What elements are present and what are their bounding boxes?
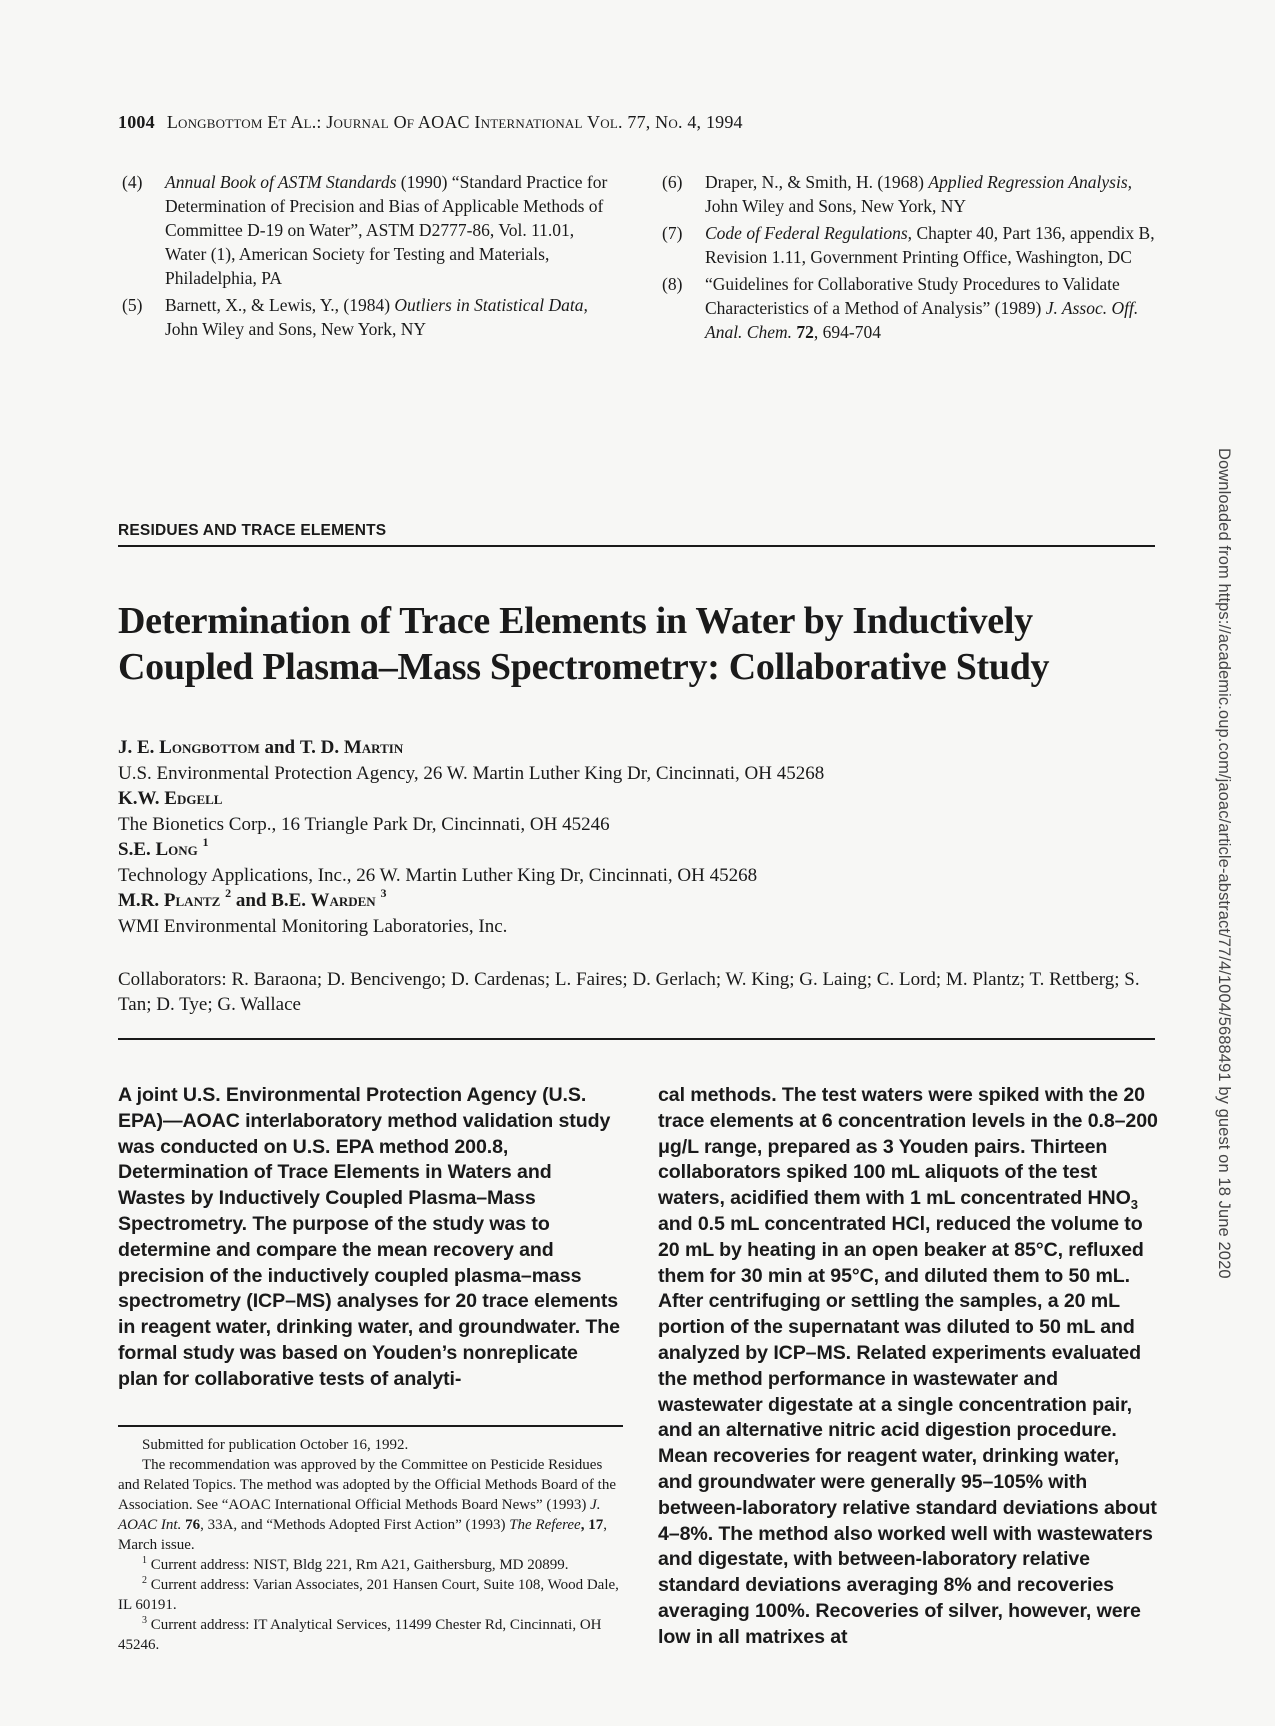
article-title bbox=[118, 598, 1158, 690]
footnote-marker: 2 bbox=[225, 885, 232, 900]
footnote-marker: 3 bbox=[142, 1615, 147, 1626]
reference-number: (8) bbox=[662, 274, 683, 294]
abstract-left-column: A joint U.S. Environmental Protection Agency (U.S. EPA)—AOAC interlaboratory method validation study was conducted on U.S. EPA method 200.8, Determination of Trace Elements in Waters and Wastes by Inductively Coupled Plasma–Mass Spectrometry. The purpose of the study was to determine and compare the mean recovery and precision of the inductively coupled plasma–mass spectrometry (ICP–MS) analyses for 20 trace elements in reagent water, drinking water, and groundwater. The formal study was based on Youden’s nonreplicate plan for collaborative tests of analyti- bbox=[118, 1084, 620, 1390]
reference-item bbox=[662, 272, 1162, 344]
references-left-column bbox=[122, 170, 612, 344]
journal-name: The Referee bbox=[509, 1517, 581, 1533]
author-name: J. E. Longbottom bbox=[118, 737, 260, 758]
footnote-2 bbox=[118, 1575, 623, 1615]
footnote-text: , March issue. bbox=[118, 1517, 607, 1553]
author-name: B.E. Warden bbox=[271, 890, 376, 911]
reference-authors: Barnett, X., & Lewis, Y., (1984) bbox=[165, 295, 395, 315]
author-line bbox=[118, 786, 1118, 812]
reference-number: (6) bbox=[662, 172, 683, 192]
footnote-1 bbox=[118, 1555, 623, 1575]
reference-item bbox=[662, 170, 1162, 218]
affiliation: The Bionetics Corp., 16 Triangle Park Dr, Cincinnati, OH 45246 bbox=[118, 813, 610, 835]
author-line bbox=[118, 834, 1118, 863]
footnote-text: Current address: IT Analytical Services, 11499 Chester Rd, Cincinnati, OH 45246. bbox=[118, 1617, 602, 1653]
reference-title: Applied Regression Analysis, bbox=[928, 172, 1133, 192]
reference-text: Chapter 40, Part 136, appendix B, Revision 1.11, Government Printing Office, Washington, DC bbox=[705, 223, 1155, 267]
reference-authors: “Guidelines for Collaborative Study Procedures to Validate Characteristics of a Method of Analysis” (1989) bbox=[705, 274, 1120, 318]
footnotes bbox=[118, 1435, 623, 1655]
collaborators: Collaborators: R. Baraona; D. Bencivengo; D. Cardenas; L. Faires; D. Gerlach; W. King; G. Laing; C. Lord; M. Plantz; T. Rettberg; S. Tan; D. Tye; G. Wallace bbox=[118, 969, 1140, 1015]
reference-title: Outliers in Statistical Data, bbox=[394, 295, 588, 315]
volume: , 17 bbox=[580, 1517, 604, 1533]
footnote-text: Current address: Varian Associates, 201 Hansen Court, Suite 108, Wood Dale, IL 60191. bbox=[118, 1577, 619, 1613]
author-conjunction: and bbox=[231, 890, 272, 911]
running-head-text: Longbottom Et Al.: Journal Of AOAC International Vol. 77, No. 4, 1994 bbox=[166, 112, 743, 132]
title-line: Coupled Plasma–Mass Spectrometry: Collaborative Study bbox=[118, 646, 1050, 688]
references-right-column bbox=[662, 170, 1162, 347]
author-conjunction: and bbox=[259, 737, 300, 758]
footnote-recommendation bbox=[118, 1455, 623, 1555]
footnote-marker: 1 bbox=[142, 1555, 147, 1566]
reference-text: , 694-704 bbox=[813, 322, 881, 342]
reference-item bbox=[662, 221, 1162, 269]
abstract-right-column bbox=[658, 1083, 1158, 1651]
author-name: S.E. Long bbox=[118, 839, 198, 860]
reference-title: Code of Federal Regulations, bbox=[705, 223, 913, 243]
reference-text: (1990) “Standard Practice for Determination of Precision and Bias of Applicable Methods of Committee D-19 on Water”, ASTM D2777-86, Vol. 11.01, Water (1), American Society for Testing and Materials, Philadelphia, PA bbox=[165, 172, 608, 288]
header-divider bbox=[118, 1038, 1155, 1040]
footnote-marker: 3 bbox=[380, 885, 387, 900]
abstract-text: cal methods. The test waters were spiked with the 20 trace elements at 6 concentration levels in the 0.8–200 μg/L range, prepared as 3 Youden pairs. Thirteen collaborators spiked 100 mL aliquots of the test waters, acidified them with 1 mL concentrated HNO bbox=[658, 1084, 1158, 1210]
footnote-marker: 2 bbox=[142, 1575, 147, 1586]
reference-number: (5) bbox=[122, 295, 143, 315]
running-head bbox=[118, 112, 743, 133]
reference-authors: Draper, N., & Smith, H. (1968) bbox=[705, 172, 929, 192]
affiliation: Technology Applications, Inc., 26 W. Martin Luther King Dr, Cincinnati, OH 45268 bbox=[118, 864, 758, 886]
reference-number: (7) bbox=[662, 223, 683, 243]
author-line bbox=[118, 735, 1118, 761]
reference-journal: J. Assoc. Off. Anal. Chem. bbox=[705, 298, 1139, 342]
footnote-submitted: Submitted for publication October 16, 1992. bbox=[142, 1437, 409, 1453]
reference-volume: 72 bbox=[792, 322, 814, 342]
title-line: Determination of Trace Elements in Water by Inductively bbox=[118, 600, 1033, 642]
footnote-divider bbox=[118, 1425, 623, 1427]
footnote-text: , 33A, and “Methods Adopted First Action” (1993) bbox=[200, 1517, 510, 1533]
author-name: T. D. Martin bbox=[299, 737, 404, 758]
footnote-text: The recommendation was approved by the Committee on Pesticide Residues and Related Topics. The method was adopted by the Official Methods Board of the Association. See “AOAC International Official Methods Board News” (1993) bbox=[118, 1457, 617, 1513]
affiliation: WMI Environmental Monitoring Laboratories, Inc. bbox=[118, 915, 508, 937]
reference-title: Annual Book of ASTM Standards bbox=[165, 172, 397, 192]
footnote-marker: 1 bbox=[202, 834, 209, 849]
journal-name: J. AOAC Int. bbox=[118, 1497, 601, 1533]
affiliation: U.S. Environmental Protection Agency, 26 W. Martin Luther King Dr, Cincinnati, OH 45268 bbox=[118, 762, 825, 784]
volume: 76 bbox=[181, 1517, 201, 1533]
reference-number: (4) bbox=[122, 172, 143, 192]
author-block bbox=[118, 735, 1118, 939]
author-name: M.R. Plantz bbox=[118, 890, 221, 911]
reference-item bbox=[122, 293, 612, 341]
download-watermark: Downloaded from https://academic.oup.com/jaoac/article-abstract/77/4/1004/5688491 by guest on 18 June 2020 bbox=[1215, 448, 1233, 1279]
footnote-text: Current address: NIST, Bldg 221, Rm A21, Gaithersburg, MD 20899. bbox=[147, 1557, 569, 1573]
reference-text: John Wiley and Sons, New York, NY bbox=[165, 319, 426, 339]
author-name: K.W. Edgell bbox=[118, 788, 223, 809]
page-number: 1004 bbox=[118, 112, 155, 132]
section-label: RESIDUES AND TRACE ELEMENTS bbox=[118, 522, 387, 539]
reference-item bbox=[122, 170, 612, 290]
abstract-text: and 0.5 mL concentrated HCl, reduced the volume to 20 mL by heating in an open beaker at 85°C, refluxed them for 30 min at 95°C, and diluted them to 50 mL. After centrifuging or settling the samples, a 20 mL portion of the supernatant was diluted to 50 mL and analyzed by ICP–MS. Related experiments evaluated the method performance in wastewater and wastewater digestate at a single concentration pair, and an alternative nitric acid digestion procedure. Mean recoveries for reagent water, drinking water, and groundwater were generally 95–105% with between-laboratory relative standard deviations about 4–8%. The method also worked well with wastewaters and digestate, with between-laboratory relative standard deviations averaging 8% and recoveries averaging 100%. Recoveries of silver, however, were low in all matrixes at bbox=[658, 1212, 1157, 1648]
section-divider bbox=[118, 545, 1155, 547]
author-line bbox=[118, 885, 1118, 914]
footnote-3 bbox=[118, 1615, 623, 1655]
subscript: 3 bbox=[1130, 1197, 1138, 1213]
reference-text: John Wiley and Sons, New York, NY bbox=[705, 196, 966, 216]
